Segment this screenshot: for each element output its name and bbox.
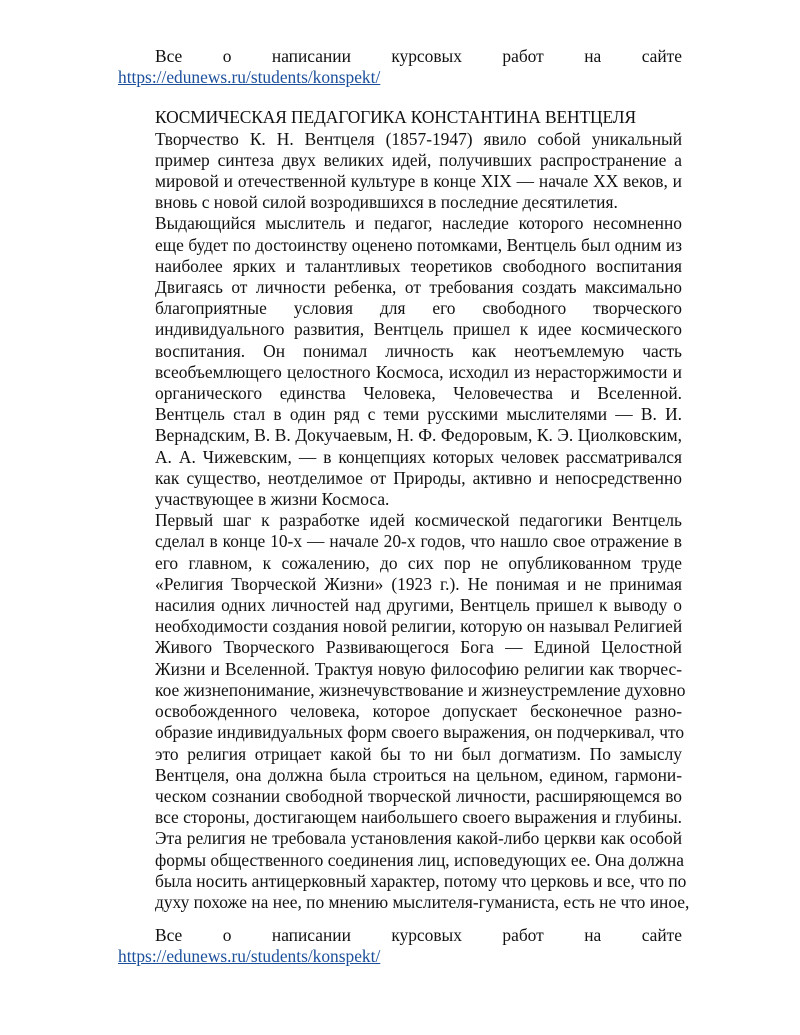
paragraph-3	[118, 510, 690, 913]
paragraph-line: индивидуального развития, Вентцель пришел к идее космического	[155, 319, 682, 340]
paragraph-line: пример синтеза двух великих идей, получивших распространение а	[155, 149, 682, 170]
paragraph-line: это религия отрицает какой бы то ни был догматизм. По замыслу	[155, 743, 682, 764]
paragraph-2	[118, 213, 682, 510]
paragraph-line: Вентцеля, она должна была строиться на цельном, едином, гармони-	[155, 764, 682, 785]
paragraph-line: Эта религия не требовала установления какой-либо церкви как особой	[155, 828, 682, 849]
paragraph-1	[118, 129, 682, 214]
footer-promo-text: Все о написании курсовых работ на сайте	[155, 925, 682, 945]
header-link[interactable]: https://edunews.ru/students/konspekt/	[118, 67, 381, 88]
paragraph-line: освобожденного человека, которое допускает бесконечное разно-	[155, 701, 682, 722]
paragraph-line: все стороны, достигающем наибольшего своего выражения и глубины.	[155, 807, 682, 828]
paragraph-line: кое жизнепонимание, жизнечувствование и жизнеустремление духовно	[155, 679, 686, 700]
paragraph-line: как существо, неотделимое от Природы, активно и непосредственно	[155, 467, 682, 488]
paragraph-line: Творчество К. Н. Вентцеля (1857-1947) явило собой уникальный	[155, 128, 682, 149]
paragraph-line: его главном, к сожалению, до сих пор не опубликованном труде	[155, 552, 682, 573]
paragraph-line: Выдающийся мыслитель и педагог, наследие которого несомненно	[155, 213, 682, 234]
paragraph-line: Первый шаг к разработке идей космической педагогики Вентцель	[155, 510, 682, 531]
document-body	[118, 128, 690, 914]
paragraph-line: мировой и отечественной культуре в конце XIX — начале XX веков, и	[155, 171, 682, 192]
document-title: КОСМИЧЕСКАЯ ПЕДАГОГИКА КОНСТАНТИНА ВЕНТЦЕЛЯ	[155, 107, 636, 128]
paragraph-line: сделал в конце 10-х — начале 20-х годов, что нашло свое отражение в	[155, 531, 682, 552]
paragraph-line: всеобъемлющего целостного Космоса, исходил из нерасторжимости и	[155, 361, 682, 382]
paragraph-line: участвующее в жизни Космоса.	[155, 489, 390, 510]
paragraph-line: воспитания. Он понимал личность как неотъемлемую часть	[155, 340, 682, 361]
page-footer	[118, 925, 682, 967]
paragraph-line: благоприятные условия для его свободного творческого	[155, 298, 682, 319]
paragraph-line: Живого Творческого Развивающегося Бога — Единой Целостной	[155, 637, 682, 658]
document-page	[118, 46, 690, 913]
paragraph-line: формы общественного соединения лиц, исповедующих ее. Она должна	[155, 849, 684, 870]
paragraph-line: А. А. Чижевским, — в концепциях которых человек рассматривался	[155, 446, 682, 467]
paragraph-line: вновь с новой силой возродившихся в последние десятилетия.	[155, 192, 618, 213]
paragraph-line: духу похоже на нее, по мнению мыслителя-гуманиста, есть не что иное,	[155, 891, 690, 912]
paragraph-line: образие индивидуальных форм своего выражения, он подчеркивал, что	[155, 722, 685, 743]
paragraph-line: еще будет по достоинству оценено потомками, Вентцель был одним из	[155, 234, 682, 255]
paragraph-line: «Религия Творческой Жизни» (1923 г.). Не понимая и не принимая	[155, 573, 682, 594]
paragraph-line: ческом сознании свободной творческой личности, расширяющемся во	[155, 785, 682, 806]
paragraph-line: Жизни и Вселенной. Трактуя новую философию религии как творчес-	[155, 658, 682, 679]
paragraph-line: Вентцель стал в один ряд с теми русскими мыслителями — В. И.	[155, 404, 682, 425]
paragraph-line: была носить антицерковный характер, потому что церковь и все, что по	[155, 870, 687, 891]
paragraph-line: необходимости создания новой религии, которую он называл Религией	[155, 616, 683, 637]
paragraph-line: органического единства Человека, Человечества и Вселенной.	[155, 383, 682, 404]
footer-link[interactable]: https://edunews.ru/students/konspekt/	[118, 946, 381, 967]
paragraph-line: наиболее ярких и талантливых теоретиков свободного воспитания	[155, 255, 682, 276]
paragraph-line: Вернадским, В. В. Докучаевым, Н. Ф. Федоровым, К. Э. Циолковским,	[155, 425, 682, 446]
paragraph-line: насилия одних личностей над другими, Вентцель пришел к выводу о	[155, 595, 682, 616]
header-promo-text: Все о написании курсовых работ на сайте	[155, 46, 682, 66]
paragraph-line: Двигаясь от личности ребенка, от требования создать максимально	[155, 277, 682, 298]
